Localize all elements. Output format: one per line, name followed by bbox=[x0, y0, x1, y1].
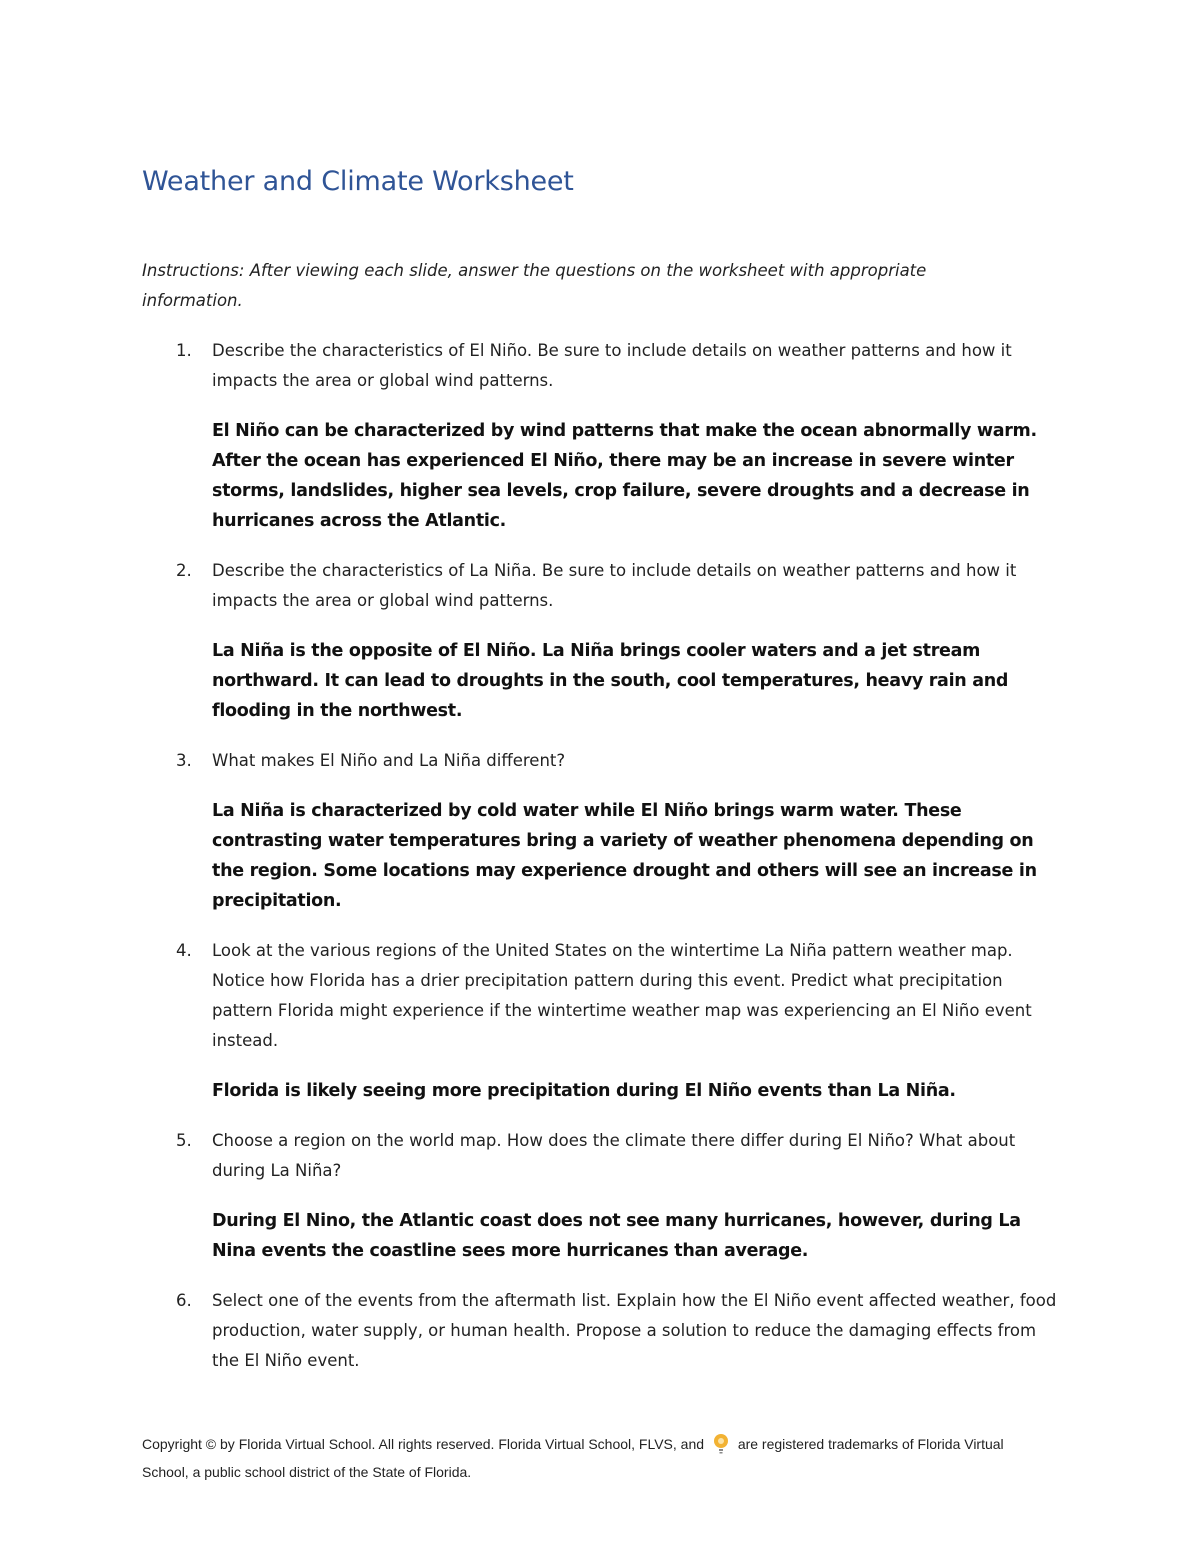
footer-text-after-logo: are registered trademarks of Florida Virtual School, a public school district of the State of Florida. bbox=[142, 1436, 1004, 1480]
answer-text: El Niño can be characterized by wind patterns that make the ocean abnormally warm. After the ocean has experienced El Niño, there may be an increase in severe winter storms, landslides, higher sea levels, crop failure, severe droughts and a decrease in hurricanes across the Atlantic. bbox=[212, 421, 1037, 531]
question-item bbox=[142, 746, 1062, 916]
question-item bbox=[142, 1126, 1062, 1266]
question-text: Select one of the events from the aftermath list. Explain how the El Niño event affected weather, food production, water supply, or human health. Propose a solution to reduce the damaging effects from the El Niño event. bbox=[212, 1291, 1057, 1370]
question-item bbox=[142, 336, 1062, 536]
question-number: 4. bbox=[176, 941, 192, 960]
question-text: What makes El Niño and La Niña different? bbox=[212, 751, 566, 770]
flvs-logo-icon bbox=[712, 1433, 730, 1455]
question-number: 6. bbox=[176, 1291, 192, 1310]
answer-text: La Niña is the opposite of El Niño. La Niña brings cooler waters and a jet stream northward. It can lead to droughts in the south, cool temperatures, heavy rain and flooding in the northwest. bbox=[212, 641, 1009, 721]
question-item bbox=[142, 936, 1062, 1106]
page-title: Weather and Climate Worksheet bbox=[142, 166, 574, 197]
answer-text: Florida is likely seeing more precipitation during El Niño events than La Niña. bbox=[212, 1081, 956, 1101]
question-item bbox=[142, 1286, 1062, 1376]
answer-text: La Niña is characterized by cold water while El Niño brings warm water. These contrasting water temperatures bring a variety of weather phenomena depending on the region. Some locations may experience drought and others will see an increase in precipitation. bbox=[212, 801, 1037, 911]
question-number: 3. bbox=[176, 751, 192, 770]
instructions-text: Instructions: After viewing each slide, answer the questions on the worksheet with appropriate information. bbox=[142, 261, 927, 310]
question-text: Describe the characteristics of La Niña. Be sure to include details on weather patterns and how it impacts the area or global wind patterns. bbox=[212, 561, 1017, 610]
question-number: 2. bbox=[176, 561, 192, 580]
question-number: 1. bbox=[176, 341, 192, 360]
question-text: Look at the various regions of the United States on the wintertime La Niña pattern weather map. Notice how Florida has a drier precipitation pattern during this event. Predict what precipitation pattern Florida might experience if the wintertime weather map was experiencing an El Niño event instead. bbox=[212, 941, 1032, 1050]
question-text: Choose a region on the world map. How does the climate there differ during El Niño? What about during La Niña? bbox=[212, 1131, 1016, 1180]
question-text: Describe the characteristics of El Niño. Be sure to include details on weather patterns and how it impacts the area or global wind patterns. bbox=[212, 341, 1012, 390]
answer-text: During El Nino, the Atlantic coast does not see many hurricanes, however, during La Nina events the coastline sees more hurricanes than average. bbox=[212, 1211, 1021, 1261]
question-number: 5. bbox=[176, 1131, 192, 1150]
footer-text-before-logo: Copyright © by Florida Virtual School. All rights reserved. Florida Virtual School, FLVS, and bbox=[142, 1436, 705, 1452]
copyright-footer bbox=[142, 1430, 1042, 1486]
question-list bbox=[142, 336, 1062, 1396]
question-item bbox=[142, 556, 1062, 726]
